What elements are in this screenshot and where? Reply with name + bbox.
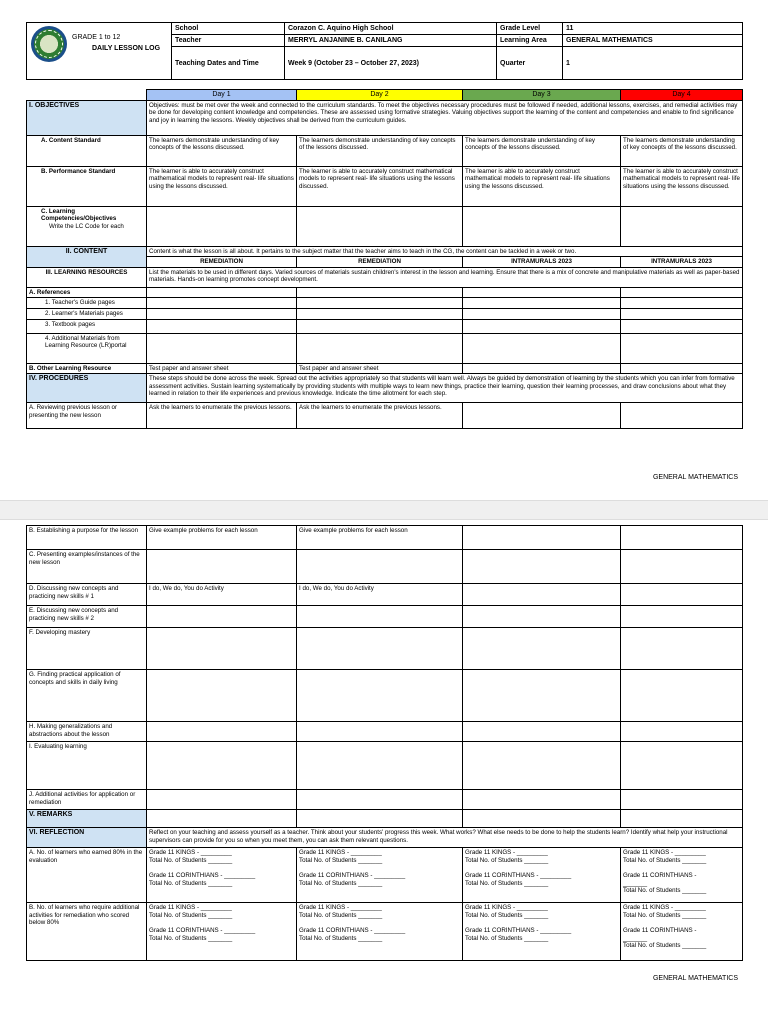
total-blank: Total No. of Students _______ bbox=[299, 911, 383, 919]
procedure-a-day2: Ask the learners to enumerate the previous lessons. bbox=[297, 403, 463, 429]
blank-line: _______ bbox=[623, 934, 648, 942]
page-separator bbox=[0, 500, 768, 520]
lesson-table-page2 bbox=[26, 525, 743, 961]
lesson-table-page1 bbox=[26, 89, 743, 429]
kings-blank: Grade 11 KINGS - _________ bbox=[623, 849, 706, 856]
reflection-a-day1 bbox=[147, 848, 297, 903]
competencies-label: C. Learning Competencies/Objectives bbox=[41, 207, 117, 223]
header-table bbox=[26, 22, 743, 80]
doc-title: DAILY LESSON LOG bbox=[92, 45, 161, 52]
procedure-b-label: B. Establishing a purpose for the lesson bbox=[27, 526, 147, 550]
teacher-value: MERRYL ANJANINE B. CANILANG bbox=[285, 35, 497, 47]
corinthians-blank: Grade 11 CORINTHIANS - bbox=[623, 872, 697, 880]
learners-materials-label: 2. Learner's Materials pages bbox=[27, 308, 147, 319]
procedure-j-label: J. Additional activities for application or remediation bbox=[27, 790, 147, 810]
grade-level-value: 11 bbox=[563, 23, 743, 35]
reflection-desc: Reflect on your teaching and assess yourself as a teacher. Think about your students' progress this week. What works? What else needs to be done to help the students learn? Identify what help your instructional supervisors can provide for you so when you meet them, you can ask them relevant questions. bbox=[147, 828, 743, 848]
day-1-header: Day 1 bbox=[147, 90, 297, 101]
corinthians-blank: Grade 11 CORINTHIANS - _________ bbox=[299, 872, 406, 880]
references-label: A. References bbox=[27, 287, 147, 298]
school-label: School bbox=[172, 23, 285, 35]
procedure-d-label: D. Discussing new concepts and practicing new skills # 1 bbox=[27, 584, 147, 606]
performance-standard-label: B. Performance Standard bbox=[27, 166, 147, 206]
competencies-cell bbox=[27, 206, 147, 246]
performance-day3: The learner is able to accurately construct mathematical models to represent real- life situations using the lessons discussed. bbox=[463, 166, 621, 206]
other-resource-day2: Test paper and answer sheet bbox=[297, 363, 463, 374]
objectives-title: I. OBJECTIVES bbox=[27, 100, 147, 135]
competencies-note: Write the LC Code for each bbox=[49, 222, 124, 230]
dates-label: Teaching Dates and Time bbox=[172, 47, 285, 80]
content-standard-day4: The learners demonstrate understanding of key concepts of the lessons discussed. bbox=[621, 135, 743, 166]
procedures-title: IV. PROCEDURES bbox=[27, 374, 147, 403]
total-blank: Total No. of Students _______ bbox=[149, 934, 233, 942]
reflection-b-day4 bbox=[621, 903, 743, 961]
kings-blank: Grade 11 KINGS - _________ bbox=[149, 849, 232, 856]
procedure-b-day2: Give example problems for each lesson bbox=[297, 526, 463, 550]
reflection-b-label: B. No. of learners who require additional activities for remediation who scored below 80% bbox=[27, 903, 147, 961]
kings-blank: Grade 11 KINGS - _________ bbox=[149, 904, 232, 911]
procedure-b-day1: Give example problems for each lesson bbox=[147, 526, 297, 550]
kings-blank: Grade 11 KINGS - _________ bbox=[299, 904, 382, 911]
procedure-e-label: E. Discussing new concepts and practicing new skills # 2 bbox=[27, 606, 147, 628]
area-label: Learning Area bbox=[497, 35, 563, 47]
procedure-a-label: A. Reviewing previous lesson or presenting the new lesson bbox=[27, 403, 147, 429]
procedure-f-label: F. Developing mastery bbox=[27, 628, 147, 670]
grade-label: GRADE 1 to 12 bbox=[72, 34, 121, 41]
corinthians-blank: Grade 11 CORINTHIANS - _________ bbox=[465, 872, 572, 880]
reflection-a-label: A. No. of learners who earned 80% in the evaluation bbox=[27, 848, 147, 903]
day-2-header: Day 2 bbox=[297, 90, 463, 101]
other-resource-label: B. Other Learning Resource bbox=[27, 363, 147, 374]
footer-page1: GENERAL MATHEMATICS bbox=[652, 474, 738, 481]
content-title: II. CONTENT bbox=[27, 246, 147, 267]
corinthians-blank: Grade 11 CORINTHIANS - bbox=[623, 927, 697, 935]
procedure-a-day1: Ask the learners to enumerate the previous lessons. bbox=[147, 403, 297, 429]
footer-page2: GENERAL MATHEMATICS bbox=[652, 975, 738, 982]
page-1 bbox=[0, 0, 768, 500]
kings-blank: Grade 11 KINGS - _________ bbox=[623, 904, 706, 911]
other-resource-day1: Test paper and answer sheet bbox=[147, 363, 297, 374]
total-blank: Total No. of Students _______ bbox=[465, 911, 549, 919]
corinthians-blank: Grade 11 CORINTHIANS - _________ bbox=[149, 927, 256, 935]
corinthians-blank: Grade 11 CORINTHIANS - _________ bbox=[149, 872, 256, 880]
total-blank: Total No. of Students _______ bbox=[299, 934, 383, 942]
grade-level-label: Grade Level bbox=[497, 23, 563, 35]
objectives-desc: Objectives: must be met over the week and connected to the curriculum standards. To meet the objectives necessary procedures must be followed if needed, additional lessons, exercises, and remedial activities may be done for developing content knowledge and competencies. These are assessed using formative strategies. Valuing objectives support the learning of the content and competencies and enable to find significance and joy in learning the lessons. Weekly objectives shall be derived from the curriculum guides. bbox=[147, 100, 743, 135]
corinthians-blank: Grade 11 CORINTHIANS - _________ bbox=[299, 927, 406, 935]
procedure-c-label: C. Presenting examples/instances of the new lesson bbox=[27, 550, 147, 584]
additional-materials-label: 4. Additional Materials from Learning Resource (LR)portal bbox=[27, 333, 147, 363]
topic-day2: REMEDIATION bbox=[297, 257, 463, 268]
total-blank: Total No. of Students _______ bbox=[149, 856, 233, 864]
kings-blank: Grade 11 KINGS - _________ bbox=[299, 849, 382, 856]
corinthians-blank: Grade 11 CORINTHIANS - _________ bbox=[465, 927, 572, 935]
total-blank: Total No. of Students _______ bbox=[299, 856, 383, 864]
teachers-guide-label: 1. Teacher's Guide pages bbox=[27, 298, 147, 309]
quarter-value: 1 bbox=[563, 47, 743, 80]
total-blank: Total No. of Students _______ bbox=[623, 911, 707, 919]
reflection-a-day4 bbox=[621, 848, 743, 903]
performance-day4: The learner is able to accurately construct mathematical models to represent real- life situations using the lessons discussed. bbox=[621, 166, 743, 206]
procedures-desc: These steps should be done across the week. Spread out the activities appropriately so that students will learn well. Always be guided by demonstration of learning by the students which you can infer from formative assessment activities. Sustain learning systematically by providing students with multiple ways to learn new things, practice their learning, question their learning processes, and draw conclusions about what they learned in relation to their life experiences and previous knowledge. Indicate the time allotment for each step. bbox=[147, 374, 743, 403]
remarks-title: V. REMARKS bbox=[27, 810, 147, 828]
total-blank: Total No. of Students _______ bbox=[299, 879, 383, 887]
performance-day1: The learner is able to accurately construct mathematical models to represent real- life situations using the lessons discussed. bbox=[147, 166, 297, 206]
content-standard-day1: The learners demonstrate understanding of key concepts of the lessons discussed. bbox=[147, 135, 297, 166]
teacher-label: Teacher bbox=[172, 35, 285, 47]
kings-blank: Grade 11 KINGS - _________ bbox=[465, 904, 548, 911]
total-blank: Total No. of Students _______ bbox=[149, 911, 233, 919]
resources-title: III. LEARNING RESOURCES bbox=[27, 267, 147, 287]
content-standard-label: A. Content Standard bbox=[27, 135, 147, 166]
procedure-h-label: H. Making generalizations and abstractions about the lesson bbox=[27, 722, 147, 742]
reflection-a-day3 bbox=[463, 848, 621, 903]
topic-day3: INTRAMURALS 2023 bbox=[463, 257, 621, 268]
total-blank: Total No. of Students _______ bbox=[623, 887, 707, 895]
reflection-title: VI. REFLECTION bbox=[27, 828, 147, 848]
content-standard-day3: The learners demonstrate understanding of key concepts of the lessons discussed. bbox=[463, 135, 621, 166]
reflection-a-day2 bbox=[297, 848, 463, 903]
page-2 bbox=[0, 520, 768, 1024]
dates-value: Week 9 (October 23 – October 27, 2023) bbox=[285, 47, 497, 80]
resources-desc: List the materials to be used in different days. Varied sources of materials sustain children's interest in the lesson and learning. Ensure that there is a mix of concrete and manipulative materials as well as paper-based materials. Hands-on learning promotes concept development. bbox=[147, 267, 743, 287]
area-value: GENERAL MATHEMATICS bbox=[563, 35, 743, 47]
procedure-i-label: I. Evaluating learning bbox=[27, 742, 147, 790]
procedure-d-day2: I do, We do, You do Activity bbox=[297, 584, 463, 606]
content-standard-day2: The learners demonstrate understanding of key concepts of the lessons discussed. bbox=[297, 135, 463, 166]
procedure-d-day1: I do, We do, You do Activity bbox=[147, 584, 297, 606]
total-blank: Total No. of Students _______ bbox=[465, 934, 549, 942]
total-blank: Total No. of Students _______ bbox=[465, 856, 549, 864]
kings-blank: Grade 11 KINGS - _________ bbox=[465, 849, 548, 856]
total-blank: Total No. of Students _______ bbox=[149, 879, 233, 887]
total-blank: Total No. of Students _______ bbox=[623, 856, 707, 864]
blank-line: _______ bbox=[623, 879, 648, 887]
total-blank: Total No. of Students _______ bbox=[623, 942, 707, 950]
reflection-b-day1 bbox=[147, 903, 297, 961]
procedure-g-label: G. Finding practical application of concepts and skills in daily living bbox=[27, 670, 147, 722]
performance-day2: The learner is able to accurately construct mathematical models to represent real- life situations using the lessons discussed. bbox=[297, 166, 463, 206]
topic-day1: REMEDIATION bbox=[147, 257, 297, 268]
school-value: Corazon C. Aquino High School bbox=[285, 23, 497, 35]
day-3-header: Day 3 bbox=[463, 90, 621, 101]
content-desc: Content is what the lesson is all about. It pertains to the subject matter that the teacher aims to teach in the CG, the content can be tackled in a week or two. bbox=[147, 246, 743, 257]
quarter-label: Quarter bbox=[497, 47, 563, 80]
textbook-label: 3. Textbook pages bbox=[27, 319, 147, 333]
reflection-b-day3 bbox=[463, 903, 621, 961]
topic-day4: INTRAMURALS 2023 bbox=[621, 257, 743, 268]
day-4-header: Day 4 bbox=[621, 90, 743, 101]
reflection-b-day2 bbox=[297, 903, 463, 961]
total-blank: Total No. of Students _______ bbox=[465, 879, 549, 887]
